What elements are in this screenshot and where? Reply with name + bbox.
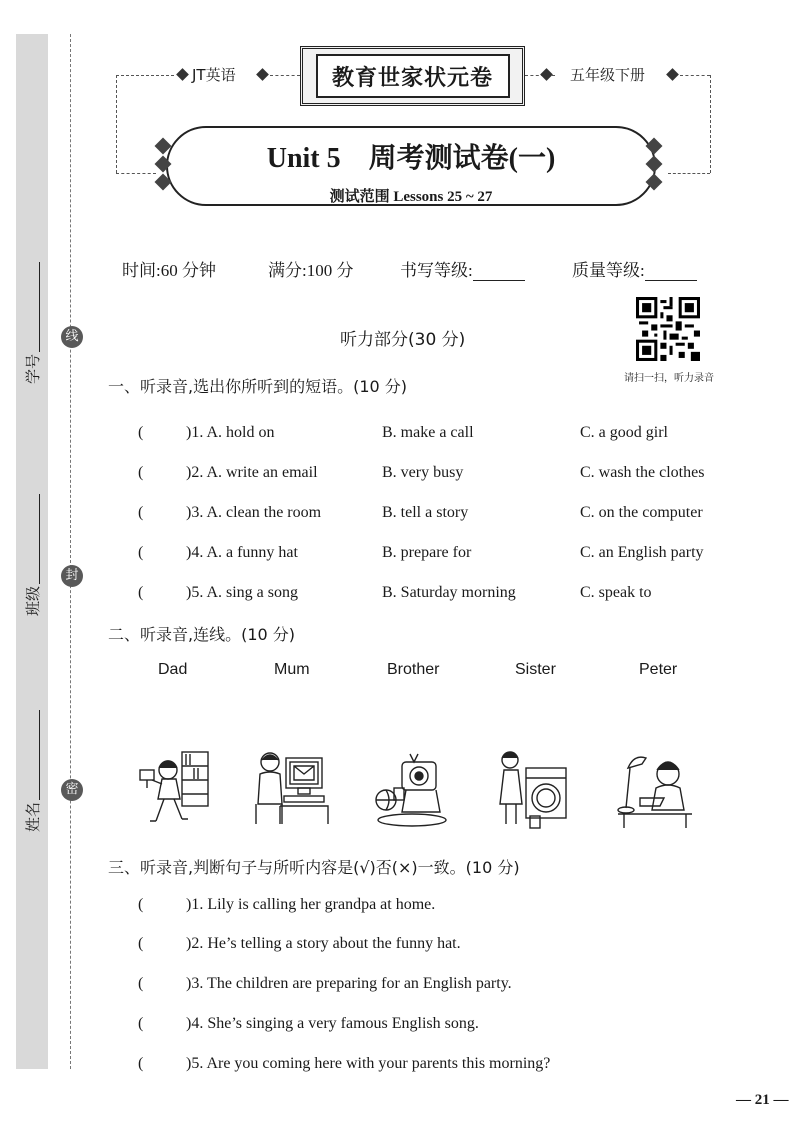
answer-blank[interactable]: ( — [138, 504, 144, 521]
seal-feng: 封 — [61, 565, 83, 587]
student-name-blank[interactable] — [25, 710, 40, 800]
option-c: C. wash the clothes — [580, 464, 705, 481]
qr-code-icon[interactable] — [636, 297, 700, 361]
match-name[interactable]: Peter — [639, 661, 678, 678]
match-name[interactable]: Sister — [515, 661, 556, 678]
student-id-field[interactable] — [22, 262, 43, 384]
quality-grade-blank[interactable] — [645, 264, 697, 281]
option-a: )5. A. sing a song — [186, 584, 298, 601]
answer-blank[interactable]: ( — [138, 584, 144, 601]
question-row — [138, 584, 143, 602]
option-a: )1. A. hold on — [186, 424, 275, 441]
question-row — [138, 504, 143, 522]
listening-part-title: 听力部分(30 分) — [340, 330, 466, 350]
option-a: )3. A. clean the room — [186, 504, 322, 521]
student-id-blank[interactable] — [25, 262, 40, 352]
option-b: B. Saturday morning — [382, 584, 516, 601]
quality-grade-field[interactable] — [572, 256, 697, 281]
option-c: C. speak to — [580, 584, 652, 601]
option-b: B. prepare for — [382, 544, 472, 561]
page-title: Unit 5 周考测试卷(一) — [266, 143, 556, 174]
qr-caption: 请扫一扫，听力录音 — [624, 373, 714, 384]
question-row — [138, 464, 143, 482]
banner-title: 教育世家状元卷 — [316, 54, 510, 98]
page-number: — 21 — — [736, 1092, 789, 1108]
question-row — [138, 424, 143, 442]
section2-heading: 二、听录音,连线。(10 分) — [108, 625, 296, 644]
banner-scroll — [300, 46, 525, 106]
option-c: C. on the computer — [580, 504, 703, 521]
option-b: B. very busy — [382, 464, 464, 481]
time-limit: 时间:60 分钟 — [122, 261, 216, 280]
writing-grade-label: 书写等级: — [400, 261, 473, 280]
publisher-tag: JT英语 — [192, 66, 236, 84]
answer-blank[interactable]: ( — [138, 1015, 144, 1032]
full-score: 满分:100 分 — [268, 261, 354, 280]
grade-tag: 五年级下册 — [570, 66, 646, 84]
section3-heading: 三、听录音,判断句子与所听内容是(√)否(×)一致。(10 分) — [108, 858, 520, 877]
header-dash-right — [680, 75, 710, 76]
student-name-field[interactable] — [22, 710, 43, 832]
diamond-icon — [256, 68, 269, 81]
statement: )2. He’s telling a story about the funny hat. — [186, 935, 461, 952]
man-at-computer-picture[interactable] — [252, 748, 332, 830]
header-dash-left-v — [116, 75, 117, 173]
robot-toy-picture[interactable] — [372, 748, 452, 830]
diamond-icon — [666, 68, 679, 81]
seal-mi: 密 — [61, 779, 83, 801]
statement: )5. Are you coming here with your parents this morning? — [186, 1055, 551, 1072]
option-a: )2. A. write an email — [186, 464, 318, 481]
class-blank[interactable] — [25, 494, 40, 584]
writing-grade-field[interactable] — [400, 256, 525, 281]
match-name[interactable]: Mum — [274, 661, 310, 678]
diamond-icon — [540, 68, 553, 81]
header-dash-left — [116, 75, 174, 76]
diamond-icon — [176, 68, 189, 81]
answer-blank[interactable]: ( — [138, 544, 144, 561]
girl-on-phone-picture[interactable] — [134, 748, 214, 830]
student-id-label: 学号 — [24, 353, 42, 384]
student-name-label: 姓名 — [24, 801, 42, 832]
answer-blank[interactable]: ( — [138, 935, 144, 952]
cut-line — [70, 34, 71, 1069]
option-c: C. a good girl — [580, 424, 668, 441]
statement: )3. The children are preparing for an English party. — [186, 975, 512, 992]
statement: )4. She’s singing a very famous English song. — [186, 1015, 479, 1032]
seal-xian: 线 — [61, 326, 83, 348]
test-range: 测试范围 Lessons 25 ~ 27 — [329, 189, 493, 205]
class-label: 班级 — [24, 585, 42, 616]
answer-blank[interactable]: ( — [138, 975, 144, 992]
girl-washing-clothes-picture[interactable] — [496, 748, 576, 830]
option-a: )4. A. a funny hat — [186, 544, 298, 561]
option-b: B. tell a story — [382, 504, 469, 521]
header-dash-left-bottom — [116, 173, 156, 174]
match-name[interactable]: Dad — [158, 661, 188, 678]
option-c: C. an English party — [580, 544, 704, 561]
question-row — [138, 544, 143, 562]
answer-blank[interactable]: ( — [138, 424, 144, 441]
option-b: B. make a call — [382, 424, 474, 441]
answer-blank[interactable]: ( — [138, 464, 144, 481]
header-dash-right-bottom — [668, 173, 710, 174]
quality-grade-label: 质量等级: — [572, 261, 645, 280]
section1-heading: 一、听录音,选出你所听到的短语。(10 分) — [108, 377, 408, 396]
header-dash-left-mid — [270, 75, 300, 76]
answer-blank[interactable]: ( — [138, 1055, 144, 1072]
boy-studying-picture[interactable] — [614, 748, 694, 830]
writing-grade-blank[interactable] — [473, 264, 525, 281]
statement: )1. Lily is calling her grandpa at home. — [186, 896, 436, 913]
match-name[interactable]: Brother — [387, 661, 440, 678]
class-field[interactable] — [22, 494, 43, 616]
answer-blank[interactable]: ( — [138, 896, 144, 913]
header-dash-right-v — [710, 75, 711, 173]
